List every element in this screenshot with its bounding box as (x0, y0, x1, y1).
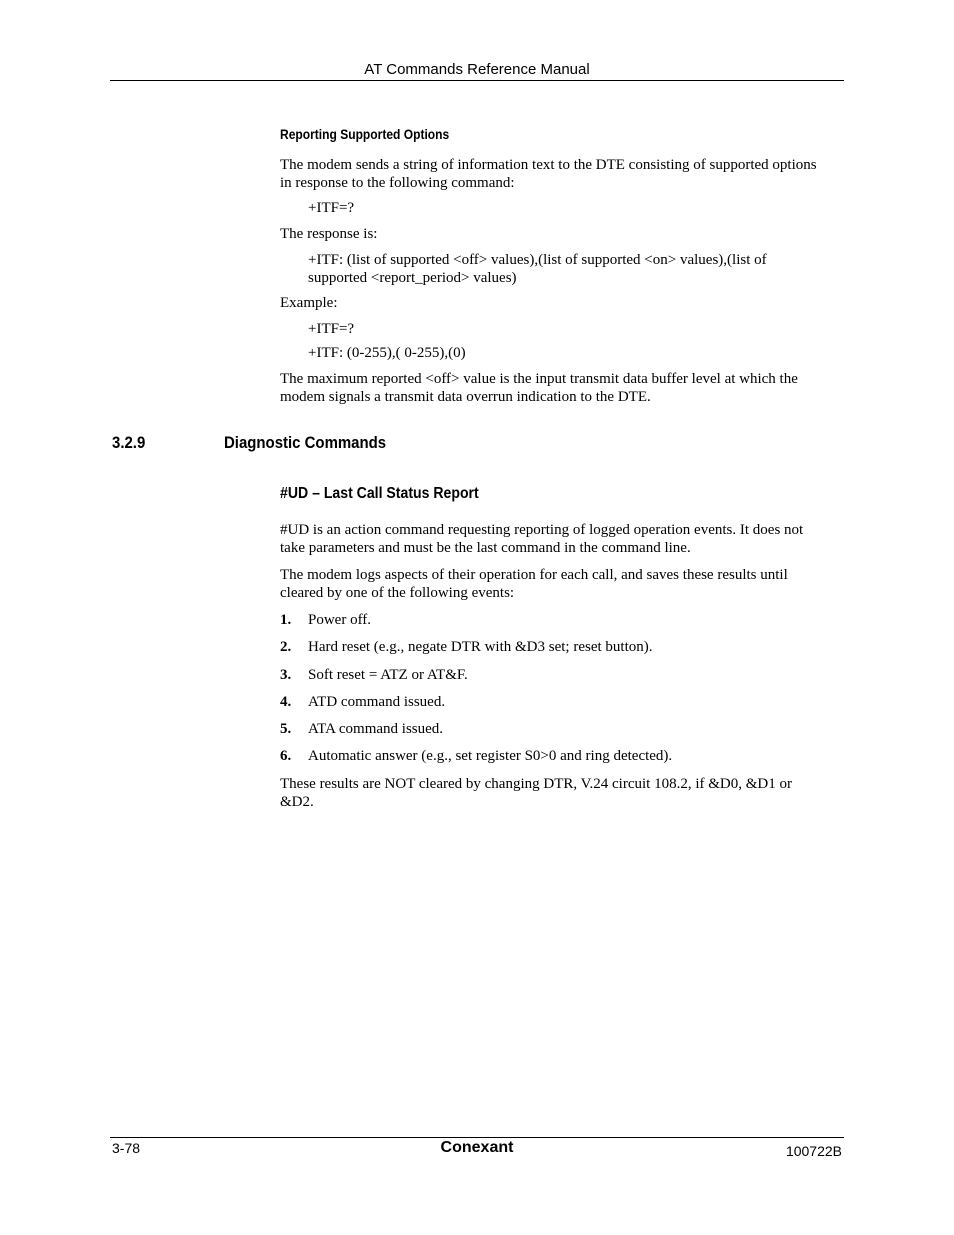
list-item: Soft reset = ATZ or AT&F. (308, 667, 468, 683)
ud-paragraph-3-line-1: These results are NOT cleared by changing DTR, V.24 circuit 108.2, if &D0, &D1 or (280, 776, 792, 792)
options-intro-line-1: The modem sends a string of information text to the DTE consisting of supported options (280, 157, 817, 173)
example-response: +ITF: (0-255),( 0-255),(0) (308, 345, 466, 361)
section-number: 3.2.9 (112, 433, 146, 452)
note-line-1: The maximum reported <off> value is the input transmit data buffer level at which the (280, 371, 798, 387)
list-item-number: 3. (280, 667, 292, 683)
list-item: Automatic answer (e.g., set register S0>0 and ring detected). (308, 748, 673, 764)
ud-paragraph-2-line-1: The modem logs aspects of their operation for each call, and saves these results until (280, 567, 788, 583)
footer-company: Conexant (440, 1139, 514, 1156)
ud-paragraph-2-line-2: cleared by one of the following events: (280, 585, 515, 601)
document-number: 100722B (785, 1143, 842, 1159)
list-item-number: 5. (280, 721, 292, 737)
list-item-number: 1. (280, 612, 292, 628)
ud-paragraph-1-line-2: take parameters and must be the last command in the command line. (280, 540, 691, 556)
example-label: Example: (280, 295, 338, 311)
response-line-1: +ITF: (list of supported <off> values),(list of supported <on> values),(list of (308, 252, 767, 268)
list-item-number: 2. (280, 639, 292, 655)
list-item-number: 6. (280, 748, 292, 764)
footer-rule (110, 1137, 844, 1138)
example-command: +ITF=? (308, 321, 355, 337)
list-item: ATA command issued. (308, 721, 444, 737)
list-item: Hard reset (e.g., negate DTR with &D3 set; reset button). (308, 639, 653, 655)
ud-paragraph-3-line-2: &D2. (280, 794, 314, 810)
heading-reporting-supported-options: Reporting Supported Options (280, 126, 450, 142)
list-item-number: 4. (280, 694, 292, 710)
page-number: 3-78 (112, 1140, 141, 1156)
note-line-2: modem signals a transmit data overrun indication to the DTE. (280, 389, 651, 405)
list-item: Power off. (308, 612, 372, 628)
response-label: The response is: (280, 226, 378, 242)
section-title: Diagnostic Commands (224, 433, 387, 452)
ud-paragraph-1-line-1: #UD is an action command requesting reporting of logged operation events. It does not (280, 522, 804, 538)
list-item: ATD command issued. (308, 694, 446, 710)
running-header: AT Commands Reference Manual (364, 61, 590, 78)
options-intro-line-2: in response to the following command: (280, 175, 515, 191)
response-line-2: supported <report_period> values) (308, 270, 517, 286)
command-itf-query: +ITF=? (308, 200, 355, 216)
subheading-ud: #UD – Last Call Status Report (280, 485, 479, 502)
header-rule (110, 80, 844, 81)
